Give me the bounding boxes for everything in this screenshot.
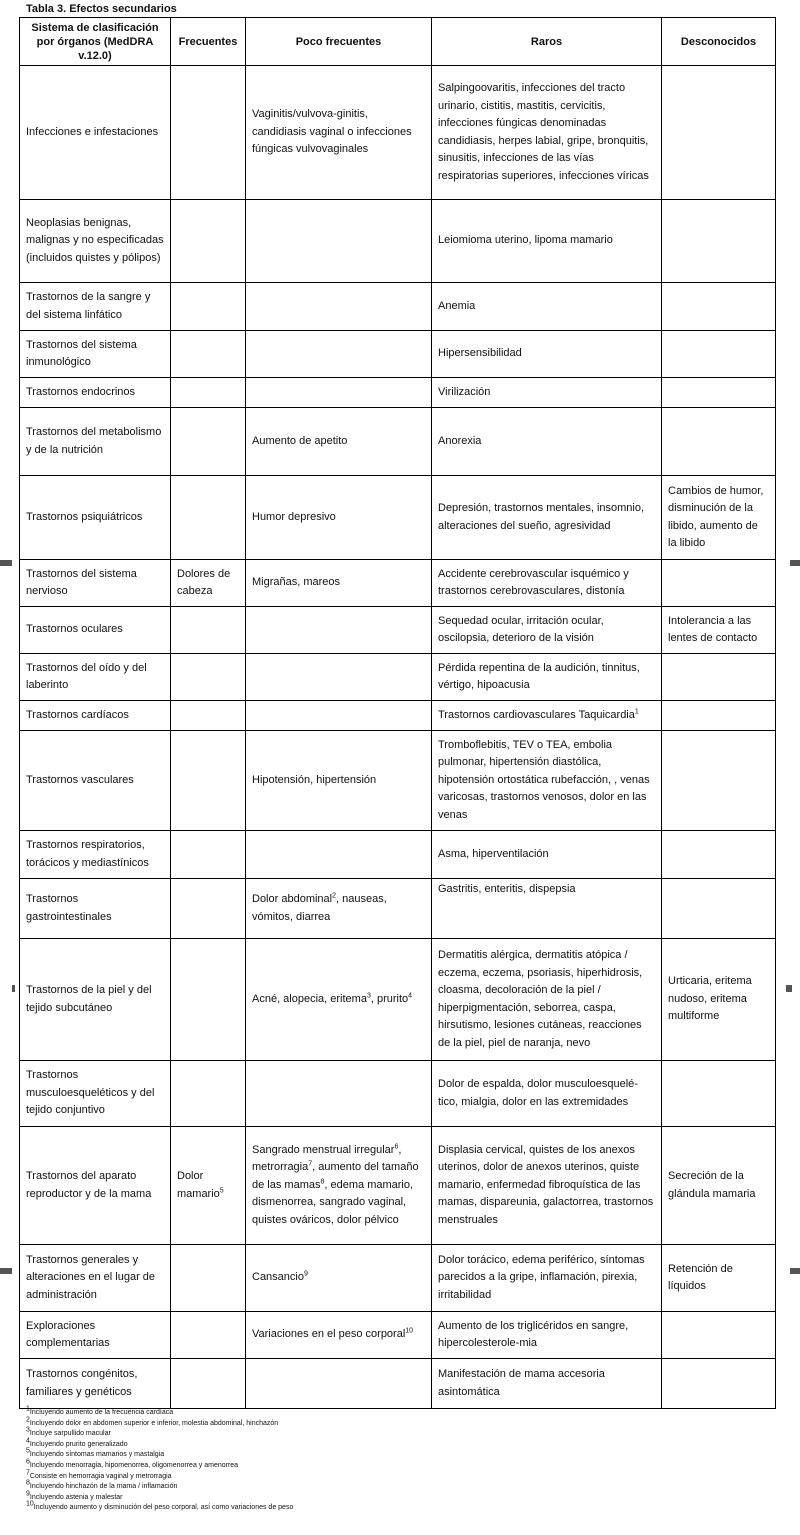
unknown-cell — [662, 408, 776, 476]
table-row — [20, 654, 776, 701]
cell-text: Pérdida repentina de la audición, tinnitus, vértigo, hipoacusia — [438, 661, 640, 691]
frequent-cell — [171, 331, 246, 378]
rare-cell — [432, 1245, 662, 1312]
rare-cell — [432, 607, 662, 654]
uncommon-cell — [246, 1359, 432, 1409]
table-row — [20, 331, 776, 378]
organ-cell — [20, 560, 171, 607]
cell-text: Trastornos de la piel y del tejido subcutáneo — [26, 984, 152, 1014]
organ-cell — [20, 378, 171, 408]
footnote-text: Incluyendo menorragia, hipomenorrea, oligomenorrea y amenorrea — [29, 1461, 239, 1469]
rare-cell — [432, 476, 662, 560]
unknown-cell — [662, 66, 776, 200]
rare-cell — [432, 654, 662, 701]
cell-text: Displasia cervical, quistes de los anexos uterinos, dolor de anexos uterinos, quiste mamario, enfermedad fibroquística de las mamas, dispareunia, galactorrea, trastornos menstruales — [438, 1143, 654, 1226]
footnote-number: 7 — [26, 1469, 30, 1477]
cell-text: Trastornos del sistema inmunológico — [26, 338, 137, 368]
footnote — [26, 1405, 293, 1419]
frequent-cell — [171, 607, 246, 654]
footnote-text: Incluyendo prurito generalizado — [29, 1440, 128, 1448]
footnote-number: 1 — [26, 1405, 30, 1413]
unknown-cell — [662, 378, 776, 408]
footnote — [26, 1479, 293, 1493]
uncommon-cell — [246, 200, 432, 283]
uncommon-cell — [246, 731, 432, 831]
unknown-cell — [662, 654, 776, 701]
rare-cell — [432, 408, 662, 476]
organ-cell — [20, 408, 171, 476]
cell-text: Accidente cerebrovascular isquémico y trastornos cerebrovasculares, distonía — [438, 567, 629, 597]
footnote-number: 3 — [26, 1426, 30, 1434]
footnote-number: 4 — [26, 1437, 30, 1445]
unknown-cell — [662, 200, 776, 283]
footnote-number: 8 — [26, 1479, 30, 1487]
cell-text: Exploraciones complementarias — [26, 1319, 110, 1349]
organ-cell — [20, 66, 171, 200]
table-row — [20, 607, 776, 654]
cell-text: Aumento de apetito — [252, 434, 348, 447]
uncommon-cell — [246, 654, 432, 701]
organ-cell — [20, 200, 171, 283]
organ-cell — [20, 1127, 171, 1245]
rare-cell — [432, 1312, 662, 1359]
uncommon-cell — [246, 331, 432, 378]
table-row — [20, 378, 776, 408]
frequent-cell — [171, 731, 246, 831]
uncommon-cell — [246, 939, 432, 1061]
table-row — [20, 939, 776, 1061]
uncommon-cell — [246, 701, 432, 731]
page-edge-mark — [790, 1268, 800, 1274]
cell-text: Humor depresivo — [252, 510, 336, 523]
cell-text: Trastornos generales y alteraciones en el lugar de administración — [26, 1253, 156, 1301]
footnote-ref: 1 — [634, 708, 639, 716]
cell-text: Dolores de cabeza — [177, 567, 231, 597]
unknown-cell — [662, 476, 776, 560]
table-header-row — [20, 18, 776, 66]
unknown-cell — [662, 1312, 776, 1359]
cell-text: Infecciones e infestaciones — [26, 125, 159, 138]
organ-cell — [20, 1245, 171, 1312]
rare-cell — [432, 66, 662, 200]
rare-cell — [432, 200, 662, 283]
page-edge-mark — [0, 560, 12, 566]
footnote-ref: 2 — [332, 892, 337, 900]
footnotes — [26, 1405, 294, 1514]
table-row — [20, 701, 776, 731]
footnote-number: 5 — [26, 1448, 30, 1456]
footnote-text: Incluyendo síntomas mamarios y mastalgia — [29, 1451, 165, 1459]
table-row — [20, 560, 776, 607]
footnote — [26, 1426, 293, 1440]
organ-cell — [20, 283, 171, 331]
table-row — [20, 879, 776, 939]
page-edge-mark — [790, 560, 800, 566]
cell-text: Anorexia — [438, 434, 482, 447]
cell-text: Tromboflebitis, TEV o TEA, embolia pulmonar, hipertensión diastólica, hipotensión ortostática rubefacción, , venas varicosas, trastornos venosos, dolor en las venas — [438, 738, 650, 821]
unknown-cell — [662, 283, 776, 331]
cell-text: Neoplasias benignas, malignas y no especificadas (incluidos quistes y pólipos) — [26, 216, 164, 264]
footnote-text: Incluye sarpullido macular — [29, 1430, 111, 1438]
cell-text: Trastornos gastrointestinales — [26, 893, 112, 923]
footnote — [26, 1458, 293, 1472]
rare-cell — [432, 378, 662, 408]
frequent-cell — [171, 1061, 246, 1127]
uncommon-cell — [246, 1127, 432, 1245]
header-rare: Raros — [432, 18, 662, 66]
header-uncommon: Poco frecuentes — [246, 18, 432, 66]
uncommon-cell — [246, 1245, 432, 1312]
footnote-number: 10 — [26, 1501, 34, 1509]
organ-cell — [20, 939, 171, 1061]
organ-cell — [20, 476, 171, 560]
cell-text: Aumento de los triglicéridos en sangre, hipercolesterole-mia — [438, 1319, 629, 1349]
cell-text: , aumento del tamaño de las mamas — [252, 1161, 419, 1191]
page-edge-mark — [0, 1268, 12, 1274]
organ-cell — [20, 831, 171, 879]
table-row — [20, 831, 776, 879]
frequent-cell — [171, 701, 246, 731]
table-caption: Tabla 3. Efectos secundarios — [26, 3, 177, 15]
frequent-cell — [171, 879, 246, 939]
unknown-cell — [662, 1061, 776, 1127]
table-row — [20, 476, 776, 560]
cell-text: , prurito — [370, 992, 409, 1005]
frequent-cell — [171, 1359, 246, 1409]
page-edge-mark — [786, 985, 792, 992]
cell-text: Hipersensibilidad — [438, 347, 522, 360]
header-unknown: Desconocidos — [662, 18, 776, 66]
organ-cell — [20, 331, 171, 378]
uncommon-cell — [246, 879, 432, 939]
table-row — [20, 408, 776, 476]
uncommon-cell — [246, 283, 432, 331]
footnote-number: 9 — [26, 1490, 30, 1498]
frequent-cell — [171, 1312, 246, 1359]
organ-cell — [20, 731, 171, 831]
cell-text: Acné, alopecia, eritema — [252, 992, 367, 1005]
footnote — [26, 1490, 293, 1504]
cell-text: Trastornos del oído y del laberinto — [26, 661, 147, 691]
footnote-text: Consiste en hemorragia vaginal y metrorragia — [29, 1472, 172, 1480]
footnote-ref: 6 — [394, 1143, 399, 1151]
cell-text: Secreción de la glándula mamaria — [668, 1170, 756, 1200]
frequent-cell — [171, 408, 246, 476]
uncommon-cell — [246, 607, 432, 654]
rare-cell — [432, 879, 662, 939]
side-effects-table — [19, 17, 776, 1409]
unknown-cell — [662, 731, 776, 831]
cell-text: Cambios de humor, disminución de la libido, aumento de la libido — [668, 484, 764, 549]
header-frequent: Frecuentes — [171, 18, 246, 66]
organ-cell — [20, 701, 171, 731]
cell-text: Vaginitis/vulvova-ginitis, candidiasis vaginal o infecciones fúngicas vulvovaginales — [252, 108, 412, 156]
rare-cell — [432, 560, 662, 607]
footnote-number: 2 — [26, 1416, 30, 1424]
organ-cell — [20, 654, 171, 701]
footnote-ref: 4 — [408, 992, 413, 1000]
uncommon-cell — [246, 66, 432, 200]
rare-cell — [432, 1061, 662, 1127]
table-row — [20, 1127, 776, 1245]
rare-cell — [432, 701, 662, 731]
footnote-text: Incluyendo hinchazón de la mama / inflamación — [29, 1483, 178, 1491]
unknown-cell — [662, 701, 776, 731]
footnote-number: 6 — [26, 1458, 30, 1466]
footnote — [26, 1416, 293, 1430]
table-row — [20, 283, 776, 331]
frequent-cell — [171, 378, 246, 408]
frequent-cell — [171, 654, 246, 701]
footnote-ref: 7 — [308, 1160, 313, 1168]
footnote-ref: 5 — [219, 1186, 224, 1194]
table-row — [20, 1061, 776, 1127]
cell-text: Retención de líquidos — [668, 1262, 733, 1292]
uncommon-cell — [246, 1312, 432, 1359]
cell-text: Hipotensión, hipertensión — [252, 773, 377, 786]
table-row — [20, 731, 776, 831]
cell-text: Variaciones en el peso corporal — [252, 1328, 406, 1341]
cell-text: Trastornos psiquiátricos — [26, 510, 143, 523]
cell-text: Trastornos endocrinos — [26, 385, 136, 398]
uncommon-cell — [246, 476, 432, 560]
unknown-cell — [662, 331, 776, 378]
cell-text: Trastornos del metabolismo y de la nutrición — [26, 426, 162, 456]
frequent-cell — [171, 939, 246, 1061]
footnote-ref: 9 — [303, 1270, 308, 1278]
unknown-cell — [662, 607, 776, 654]
header-organ-system: Sistema de clasificación por órganos (MedDRA v.12.0) — [20, 18, 171, 66]
cell-text: Gastritis, enteritis, dispepsia — [438, 883, 576, 895]
cell-text: Sangrado menstrual irregular — [252, 1143, 395, 1156]
frequent-cell — [171, 1127, 246, 1245]
cell-text: Cansancio — [252, 1271, 304, 1284]
cell-text: Trastornos de la sangre y del sistema linfático — [26, 291, 151, 321]
uncommon-cell — [246, 560, 432, 607]
cell-text: Trastornos vasculares — [26, 773, 134, 786]
rare-cell — [432, 1127, 662, 1245]
uncommon-cell — [246, 378, 432, 408]
cell-text: Leiomioma uterino, lipoma mamario — [438, 234, 613, 247]
page-edge-mark — [12, 985, 15, 992]
cell-text: , nauseas, vómitos, diarrea — [252, 893, 387, 923]
cell-text: Trastornos congénitos, familiares y genéticos — [26, 1368, 138, 1398]
cell-text: Trastornos respiratorios, torácicos y mediastínicos — [26, 839, 149, 869]
organ-cell — [20, 607, 171, 654]
footnote-text: Incluyendo aumento y disminución del peso corporal, así como variaciones de peso — [33, 1504, 294, 1512]
unknown-cell — [662, 1245, 776, 1312]
frequent-cell — [171, 831, 246, 879]
footnote — [26, 1503, 293, 1514]
uncommon-cell — [246, 408, 432, 476]
cell-text: Virilización — [438, 385, 491, 398]
footnote-text: Incluyendo astenia y malestar — [29, 1493, 123, 1501]
cell-text: Dolor de espalda, dolor musculoesquelé-tico, mialgia, dolor en las extremidades — [438, 1078, 638, 1108]
footnote-ref: 3 — [366, 992, 371, 1000]
rare-cell — [432, 1359, 662, 1409]
footnote — [26, 1450, 293, 1461]
cell-text: , metrorragia — [252, 1143, 402, 1174]
rare-cell — [432, 831, 662, 879]
frequent-cell — [171, 66, 246, 200]
cell-text: Dermatitis alérgica, dermatitis atópica / eczema, eczema, psoriasis, hiperhidrosis, cloasma, decoloración de la piel / hiperpigmentación, seborrea, caspa, hirsutismo, lesiones cutáneas, reacciones de la piel, piel de naranja, nevo — [438, 949, 643, 1049]
frequent-cell — [171, 283, 246, 331]
organ-cell — [20, 1312, 171, 1359]
rare-cell — [432, 331, 662, 378]
cell-text: Trastornos del sistema nervioso — [26, 567, 137, 597]
unknown-cell — [662, 1359, 776, 1409]
cell-text: Trastornos del aparato reproductor y de la mama — [26, 1170, 152, 1200]
table-row — [20, 200, 776, 283]
cell-text: , edema mamario, dismenorrea, sangrado vaginal, quistes ováricos, dolor pélvico — [252, 1178, 414, 1226]
table-row — [20, 66, 776, 200]
cell-text: Trastornos cardíacos — [26, 708, 129, 721]
footnote-ref: 8 — [320, 1178, 325, 1186]
unknown-cell — [662, 1127, 776, 1245]
organ-cell — [20, 1359, 171, 1409]
rare-cell — [432, 283, 662, 331]
cell-text: Dolor abdominal — [252, 893, 333, 905]
rare-cell — [432, 939, 662, 1061]
frequent-cell — [171, 560, 246, 607]
cell-text: Manifestación de mama accesoria asintomática — [438, 1368, 605, 1398]
footnote-ref: 10 — [405, 1327, 414, 1335]
organ-cell — [20, 879, 171, 939]
cell-text: Trastornos oculares — [26, 623, 123, 636]
cell-text: Depresión, trastornos mentales, insomnio, alteraciones del sueño, agresividad — [438, 502, 645, 532]
organ-cell — [20, 1061, 171, 1127]
cell-text: Anemia — [438, 299, 476, 312]
table-row — [20, 1312, 776, 1359]
cell-text: Urticaria, eritema nudoso, eritema multiforme — [668, 975, 752, 1023]
table-row — [20, 1245, 776, 1312]
cell-text: Trastornos musculoesqueléticos y del tejido conjuntivo — [26, 1069, 155, 1117]
cell-text: Salpingoovaritis, infecciones del tracto urinario, cistitis, mastitis, cervicitis, infecciones fúngicas denominadas candidiasis, herpes labial, gripe, bronquitis, sinusitis, infecciones de las vías respiratorias superiores, infecciones víricas — [438, 82, 649, 182]
unknown-cell — [662, 831, 776, 879]
rare-cell — [432, 731, 662, 831]
unknown-cell — [662, 939, 776, 1061]
uncommon-cell — [246, 1061, 432, 1127]
footnote — [26, 1469, 293, 1483]
cell-text: Asma, hiperventilación — [438, 847, 549, 860]
footnote — [26, 1437, 293, 1451]
table-row — [20, 1359, 776, 1409]
frequent-cell — [171, 476, 246, 560]
unknown-cell — [662, 879, 776, 939]
frequent-cell — [171, 200, 246, 283]
cell-text: Trastornos cardiovasculares Taquicardia — [438, 708, 635, 721]
footnote-text: Incluyendo dolor en abdomen superior e inferior, molestia abdominal, hinchazón — [29, 1419, 279, 1427]
unknown-cell — [662, 560, 776, 607]
cell-text: Dolor torácico, edema periférico, síntomas parecidos a la gripe, inflamación, pirexia, irritabilidad — [438, 1253, 645, 1301]
cell-text: Dolor mamario — [177, 1170, 220, 1200]
cell-text: Intolerancia a las lentes de contacto — [668, 614, 758, 644]
frequent-cell — [171, 1245, 246, 1312]
cell-text: Sequedad ocular, irritación ocular, oscilopsia, deterioro de la visión — [438, 614, 604, 644]
uncommon-cell — [246, 831, 432, 879]
footnote-text: Incluyendo aumento de la frecuencia cardíaca — [29, 1409, 174, 1416]
cell-text: Migrañas, mareos — [252, 576, 341, 589]
